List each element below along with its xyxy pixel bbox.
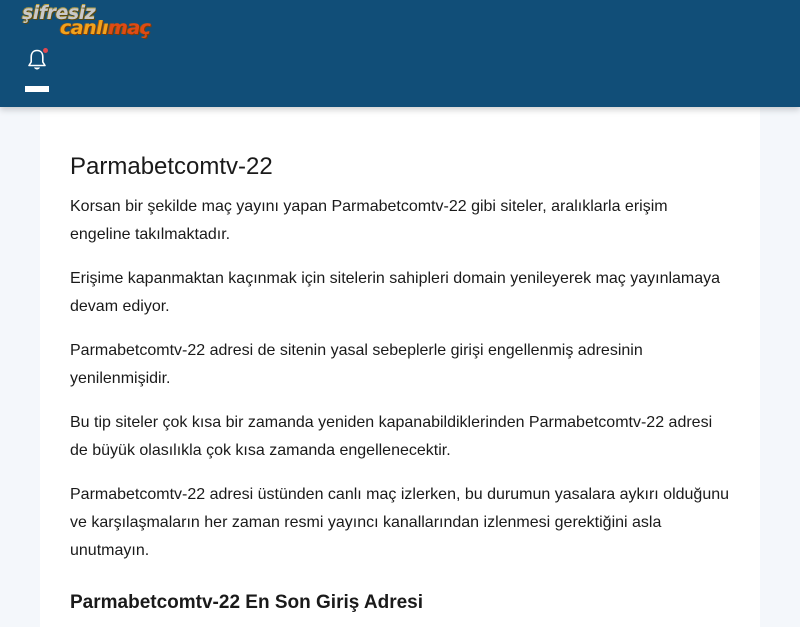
notification-badge: [43, 48, 48, 53]
logo-text-canli: canlı: [60, 17, 109, 39]
site-logo[interactable]: [20, 2, 165, 40]
page-title: Parmabetcomtv-22: [70, 153, 273, 180]
article-paragraph: Erişime kapanmaktan kaçınmak için sitelerin sahipleri domain yenileyerek maç yayınlamaya devam ediyor.: [70, 270, 721, 315]
site-header: [0, 0, 800, 107]
logo-text-line2: [60, 17, 151, 39]
logo-text-mac: maç: [108, 17, 151, 39]
article-card: [40, 107, 760, 627]
article-paragraph: Parmabetcomtv-22 adresi üstünden canlı maç izlerken, bu durumun yasalara aykırı olduğunu ve karşılaşmaların her zaman resmi yayıncı kanallarından izlenmesi gerektiğini asla unutmayın.: [70, 486, 730, 559]
logo-text-line1: şifresiz: [22, 2, 96, 24]
article-paragraph: Korsan bir şekilde maç yayını yapan Parmabetcomtv-22 gibi siteler, aralıklarla erişim engeline takılmaktadır.: [70, 198, 668, 243]
hamburger-menu-icon[interactable]: [25, 86, 49, 92]
notification-button[interactable]: [27, 48, 49, 72]
article-paragraph: Parmabetcomtv-22 adresi de sitenin yasal sebeplerle girişi engellenmiş adresinin yenilenmişidir.: [70, 342, 643, 387]
section-heading: Parmabetcomtv-22 En Son Giriş Adresi: [70, 592, 424, 613]
article-paragraph: Bu tip siteler çok kısa bir zamanda yeniden kapanabildiklerinden Parmabetcomtv-22 adresi de büyük olasılıkla çok kısa zamanda engellenecektir.: [70, 414, 713, 459]
